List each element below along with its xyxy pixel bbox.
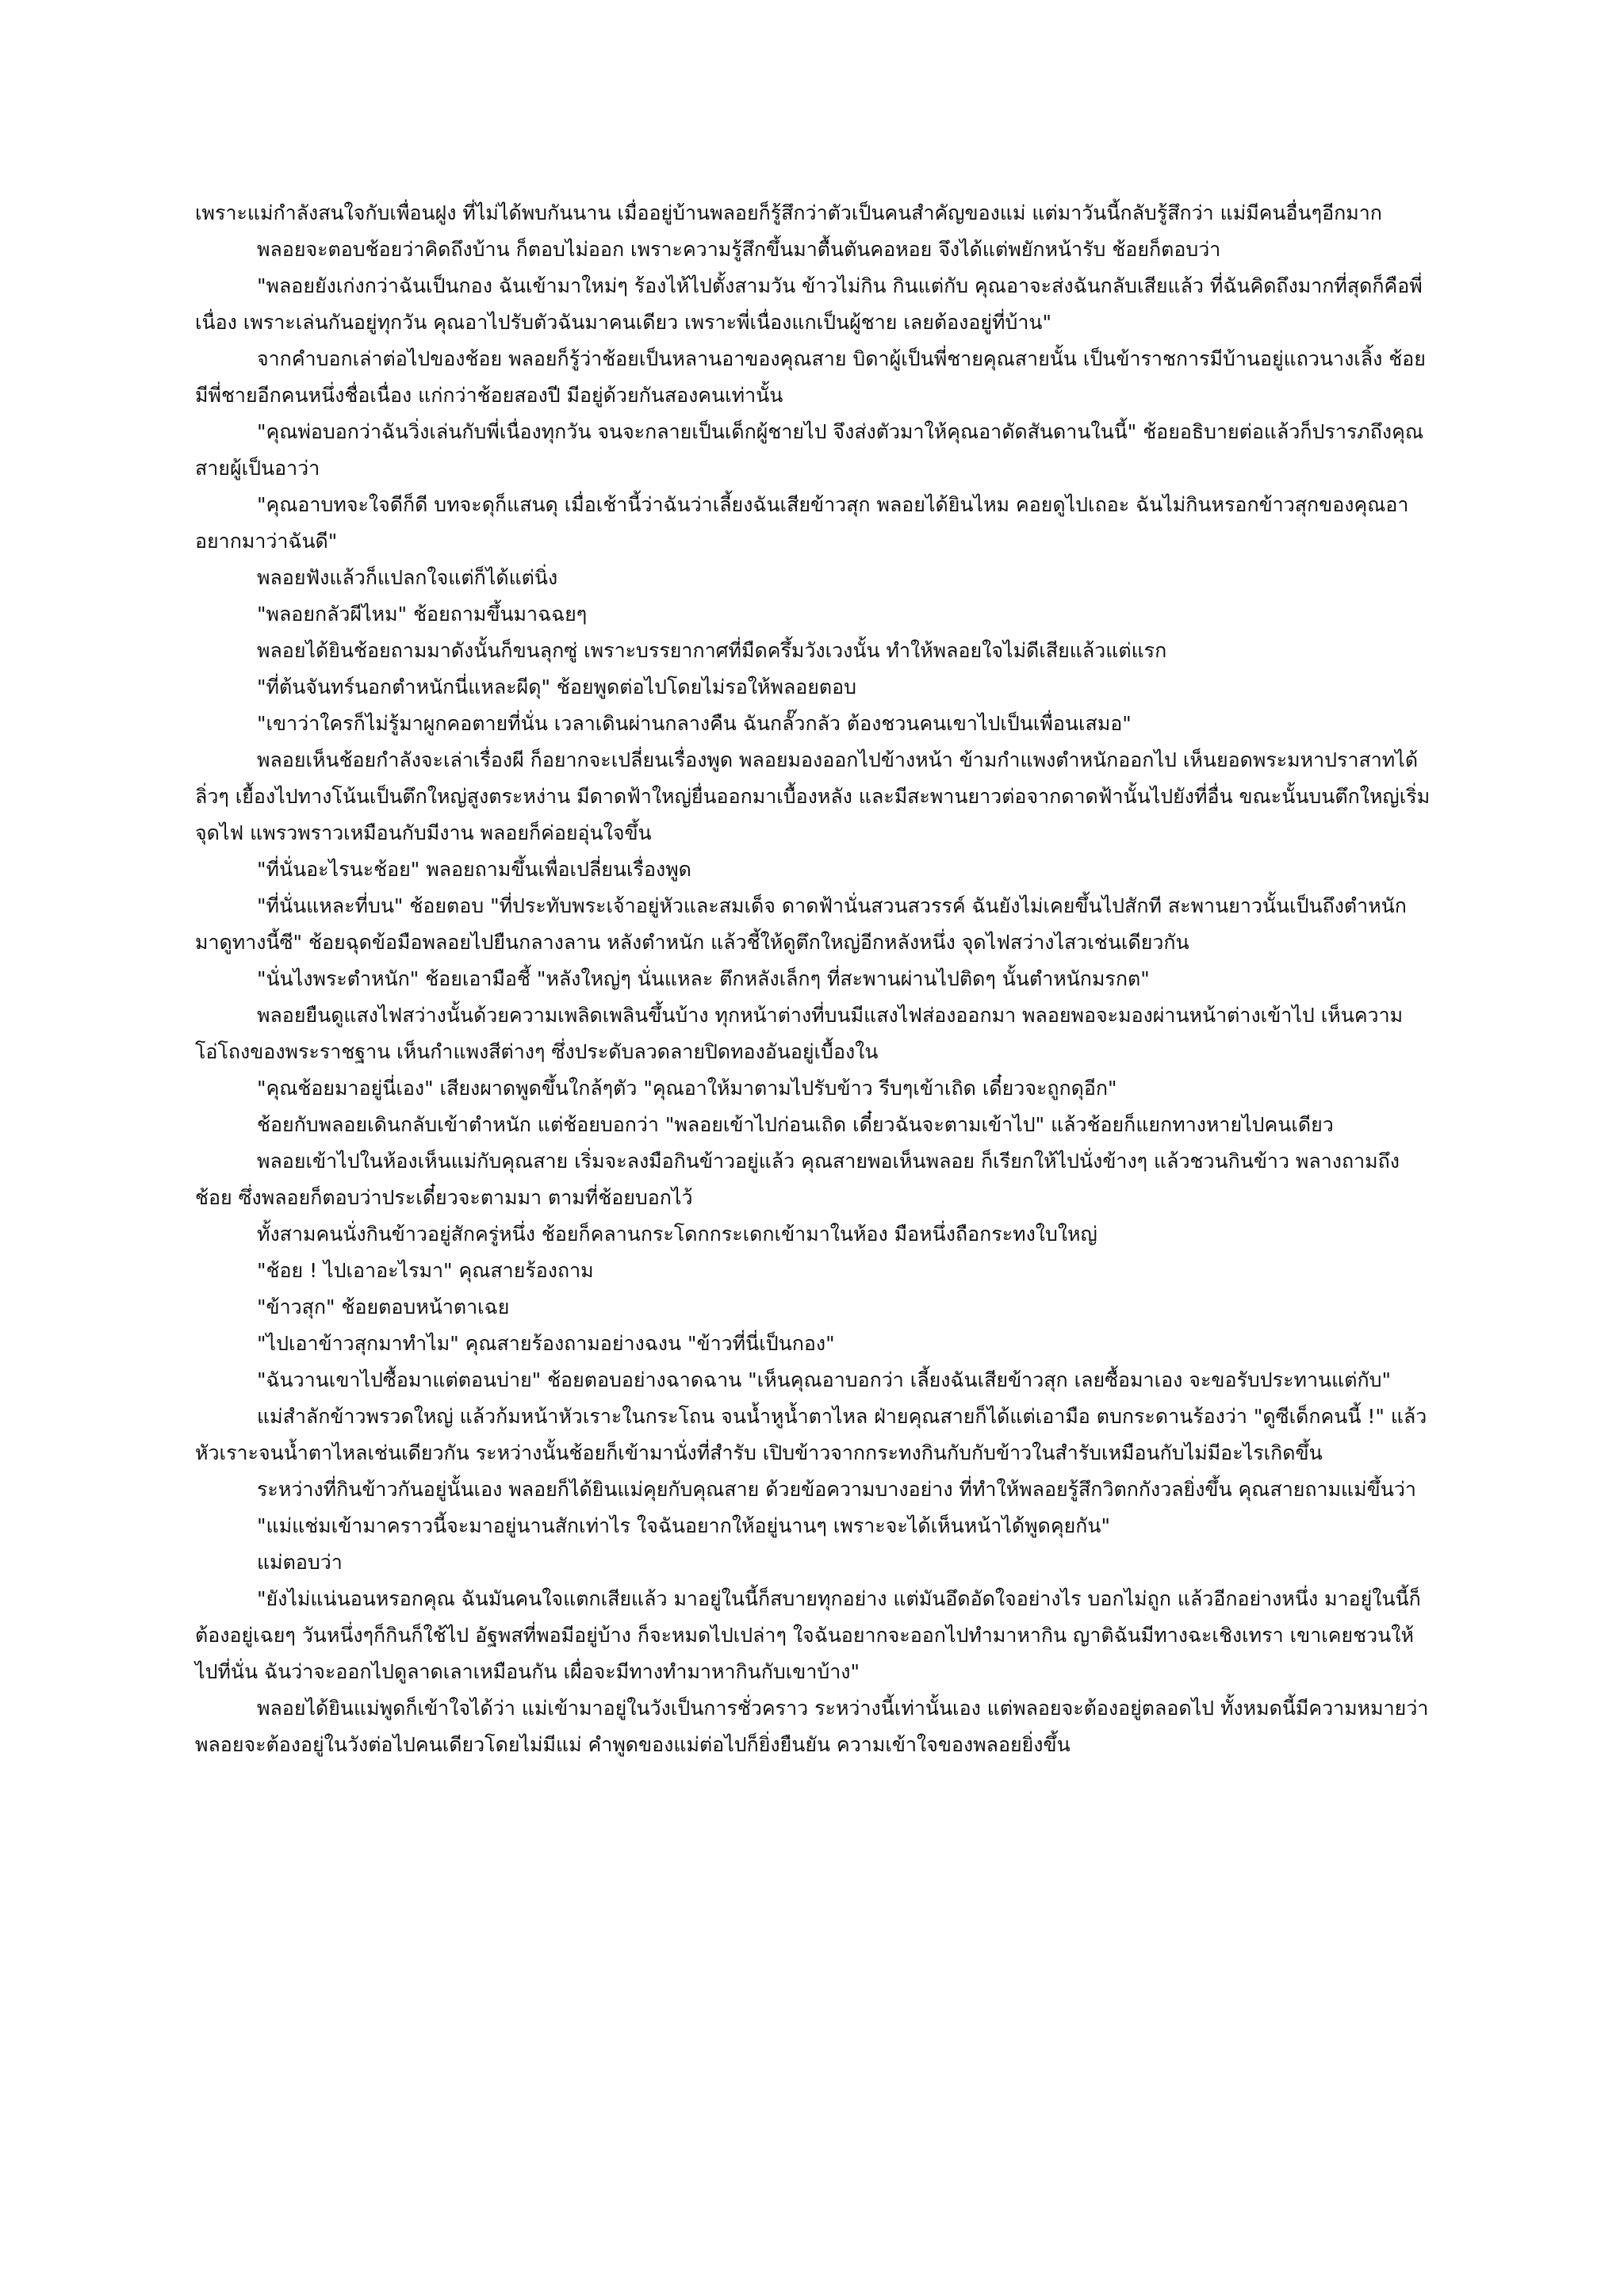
paragraph: "ไปเอาข้าวสุกมาทำไม" คุณสายร้องถามอย่างฉงน "ข้าวที่นี่เป็นกอง" [257, 1332, 835, 1355]
paragraph: แม่ตอบว่า [257, 1551, 343, 1574]
paragraph: ช้อยกับพลอยเดินกลับเข้าตำหนัก แต่ช้อยบอกว่า "พลอยเข้าไปก่อนเถิด เดี๋ยวฉันจะตามเข้าไป" แล้วช้อยก็แยกทางหายไปคนเดียว [257, 1113, 1334, 1136]
paragraph: พลอยได้ยินช้อยถามมาดังนั้นก็ขนลุกซู่ เพราะบรรยากาศที่มืดครึ้มวังเวงนั้น ทำให้พลอยใจไม่ดีเสียแล้วแต่แรก [257, 639, 1167, 662]
paragraph: พลอยจะตอบช้อยว่าคิดถึงบ้าน ก็ตอบไม่ออก เพราะความรู้สึกขึ้นมาตื้นตันคอหอย จึงได้แต่พยักหน้ารับ ช้อยก็ตอบว่า [257, 238, 1221, 261]
paragraph: "ยังไม่แน่นอนหรอกคุณ ฉันมันคนใจแตกเสียแล้ว มาอยู่ในนี้ก็สบายทุกอย่าง แต่มันอึดอัดใจอย่างไร บอกไม่ถูก แล้วอีกอย่างหนึ่ง มาอยู่ในนี้ก็ต้องอยู่เฉยๆ วันหนึ่งๆก็กินก็ใช้ไป อัฐพสที่พอมีอยู่บ้าง ก็จะหมดไปเปล่าๆ ใจฉันอยากจะออกไปทำมาหากิน ญาติฉันมีทางฉะเชิงเทรา เขาเคยชวนให้ไปที่นั่น ฉันว่าจะออกไปดูลาดเลาเหมือนกัน เผื่อจะมีทางทำมาหากินกับเขาบ้าง" [195, 1587, 1421, 1683]
paragraph: "แม่แช่มเข้ามาคราวนี้จะมาอยู่นานสักเท่าไร ใจฉันอยากให้อยู่นานๆ เพราะจะได้เห็นหน้าได้พูดคุยกัน" [257, 1514, 1110, 1537]
paragraph: ระหว่างที่กินข้าวกันอยู่นั้นเอง พลอยก็ได้ยินแม่คุยกับคุณสาย ด้วยข้อความบางอย่าง ที่ทำให้พลอยรู้สึกวิตกกังวลยิ่งขึ้น คุณสายถามแม่ขึ้นว่า [257, 1478, 1416, 1501]
paragraph: "คุณอาบทจะใจดีก็ดี บทจะดุก็แสนดุ เมื่อเช้านี้ว่าฉันว่าเลี้ยงฉันเสียข้าวสุก พลอยได้ยินไหม คอยดูไปเถอะ ฉันไม่กินหรอกข้าวสุกของคุณอา อยากมาว่าฉันดี" [195, 493, 1409, 553]
paragraph: "เขาว่าใครก็ไม่รู้มาผูกคอตายที่นั่น เวลาเดินผ่านกลางคืน ฉันกลั๊วกลัว ต้องชวนคนเขาไปเป็นเพื่อนเสมอ" [257, 712, 1132, 735]
paragraph: "คุณช้อยมาอยู่นี่เอง" เสียงผาดพูดขึ้นใกล้ๆตัว "คุณอาให้มาตามไปรับข้าว รีบๆเข้าเถิด เดี๋ยวจะถูกดุอีก" [257, 1077, 1117, 1100]
paragraph: ทั้งสามคนนั่งกินข้าวอยู่สักครู่หนึ่ง ช้อยก็คลานกระโดกกระเดกเข้ามาในห้อง มือหนึ่งถือกระทงใบใหญ่ [257, 1223, 1097, 1246]
paragraph: พลอยเห็นช้อยกำลังจะเล่าเรื่องผี ก็อยากจะเปลี่ยนเรื่องพูด พลอยมองออกไปข้างหน้า ข้ามกำแพงตำหนักออกไป เห็นยอดพระมหาปราสาทได้ลิ่วๆ เยื้องไปทางโน้นเป็นตึกใหญ่สูงตระหง่าน มีดาดฟ้าใหญ่ยื่นออกมาเบื้องหลัง และมีสะพานยาวต่อจากดาดฟ้านั้นไปยังที่อื่น ขณะนั้นบนตึกใหญ่เริ่มจุดไฟ แพรวพราวเหมือนกับมีงาน พลอยก็ค่อยอุ่นใจขึ้น [195, 748, 1431, 844]
paragraph: "ที่นั่นแหละที่บน" ช้อยตอบ "ที่ประทับพระเจ้าอยู่หัวและสมเด็จ ดาดฟ้านั่นสวนสวรรค์ ฉันยังไม่เคยขึ้นไปสักที สะพานยาวนั้นเป็นถึงตำหนัก มาดูทางนี้ซี" ช้อยฉุดข้อมือพลอยไปยืนกลางลาน หลังตำหนัก แล้วชี้ให้ดูตึกใหญ่อีกหลังหนึ่ง จุดไฟสว่างไสวเช่นเดียวกัน [195, 894, 1407, 954]
paragraph: "ฉันวานเขาไปซื้อมาแต่ตอนบ่าย" ช้อยตอบอย่างฉาดฉาน "เห็นคุณอาบอกว่า เลี้ยงฉันเสียข้าวสุก เลยซื้อมาเอง จะขอรับประทานแต่กับ" [257, 1368, 1391, 1391]
body-text [195, 195, 1434, 1763]
paragraph: "พลอยกลัวผีไหม" ช้อยถามขึ้นมาฉฉยๆ [257, 603, 588, 626]
paragraph: "คุณพ่อบอกว่าฉันวิ่งเล่นกับพี่เนื่องทุกวัน จนจะกลายเป็นเด็กผู้ชายไป จึงส่งตัวมาให้คุณอาดัดสันดานในนี้" ช้อยอธิบายต่อแล้วก็ปรารภถึงคุณสายผู้เป็นอาว่า [195, 420, 1424, 480]
paragraph: แม่สำลักข้าวพรวดใหญ่ แล้วก้มหน้าหัวเราะในกระโถน จนน้ำหูน้ำตาไหล ฝ่ายคุณสายก็ได้แต่เอามือ ตบกระดานร้องว่า "ดูซีเด็กคนนี้ !" แล้วหัวเราะจนน้ำตาไหลเช่นเดียวกัน ระหว่างนั้นช้อยก็เข้ามานั่งที่สำรับ เปิบข้าวจากกระทงกินกับกับข้าวในสำรับเหมือนกับไม่มีอะไรเกิดขึ้น [195, 1405, 1427, 1464]
paragraph: "ที่ต้นจันทร์นอกตำหนักนี่แหละผีดุ" ช้อยพูดต่อไปโดยไม่รอให้พลอยตอบ [257, 675, 857, 698]
paragraph: พลอยฟังแล้วก็แปลกใจแต่ก็ได้แต่นิ่ง [257, 566, 558, 589]
paragraph: เพราะแม่กำลังสนใจกับเพื่อนฝูง ที่ไม่ได้พบกันนาน เมื่ออยู่บ้านพลอยก็รู้สึกว่าตัวเป็นคนสำคัญของแม่ แต่มาวันนี้กลับรู้สึกว่า แม่มีคนอื่นๆอีกมาก [195, 201, 1382, 224]
paragraph: "ที่นั่นอะไรนะช้อย" พลอยถามขึ้นเพื่อเปลี่ยนเรื่องพูด [257, 858, 691, 881]
paragraph: พลอยยืนดูแสงไฟสว่างนั้นด้วยความเพลิดเพลินขึ้นบ้าง ทุกหน้าต่างที่บนมีแสงไฟส่องออกมา พลอยพอจะมองผ่านหน้าต่างเข้าไป เห็นความโอ่โถงของพระราชฐาน เห็นกำแพงสีต่างๆ ซึ่งประดับลวดลายปิดทองอันอยู่เบื้องใน [195, 1004, 1404, 1063]
paragraph: จากคำบอกเล่าต่อไปของช้อย พลอยก็รู้ว่าช้อยเป็นหลานอาของคุณสาย บิดาผู้เป็นพี่ชายคุณสายนั้น เป็นข้าราชการมีบ้านอยู่แถวนางเลิ้ง ช้อยมีพี่ชายอีกคนหนึ่งชื่อเนื่อง แก่กว่าช้อยสองปี มีอยู่ด้วยกันสองคนเท่านั้น [195, 347, 1426, 407]
paragraph: "นั่นไงพระตำหนัก" ช้อยเอามือชี้ "หลังใหญ่ๆ นั่นแหละ ตึกหลังเล็กๆ ที่สะพานผ่านไปติดๆ นั้นตำหนักมรกต" [257, 967, 1150, 990]
paragraph: พลอยได้ยินแม่พูดก็เข้าใจได้ว่า แม่เข้ามาอยู่ในวังเป็นการชั่วคราว ระหว่างนี้เท่านั้นเอง แต่พลอยจะต้องอยู่ตลอดไป ทั้งหมดนี้มีความหมายว่า พลอยจะต้องอยู่ในวังต่อไปคนเดียวโดยไม่มีแม่ คำพูดของแม่ต่อไปก็ยิ่งยืนยัน ความเข้าใจของพลอยยิ่งขึ้น [195, 1697, 1429, 1756]
paragraph: "ช้อย ! ไปเอาอะไรมา" คุณสายร้องถาม [257, 1259, 594, 1282]
paragraph: "พลอยยังเก่งกว่าฉันเป็นกอง ฉันเข้ามาใหม่ๆ ร้องไห้ไปตั้งสามวัน ข้าวไม่กิน กินแต่กับ คุณอาจะส่งฉันกลับเสียแล้ว ที่ฉันคิดถึงมากที่สุดก็คือพี่เนื่อง เพราะเล่นกันอยู่ทุกวัน คุณอาไปรับตัวฉันมาคนเดียว เพราะพี่เนื่องแกเป็นผู้ชาย เลยต้องอยู่ที่บ้าน" [195, 274, 1423, 334]
paragraph: พลอยเข้าไปในห้องเห็นแม่กับคุณสาย เริ่มจะลงมือกินข้าวอยู่แล้ว คุณสายพอเห็นพลอย ก็เรียกให้ไปนั่งข้างๆ แล้วชวนกินข้าว พลางถามถึงช้อย ซึ่งพลอยก็ตอบว่าประเดี๋ยวจะตามมา ตามที่ช้อยบอกไว้ [195, 1150, 1400, 1209]
paragraph: "ข้าวสุก" ช้อยตอบหน้าตาเฉย [257, 1295, 510, 1318]
